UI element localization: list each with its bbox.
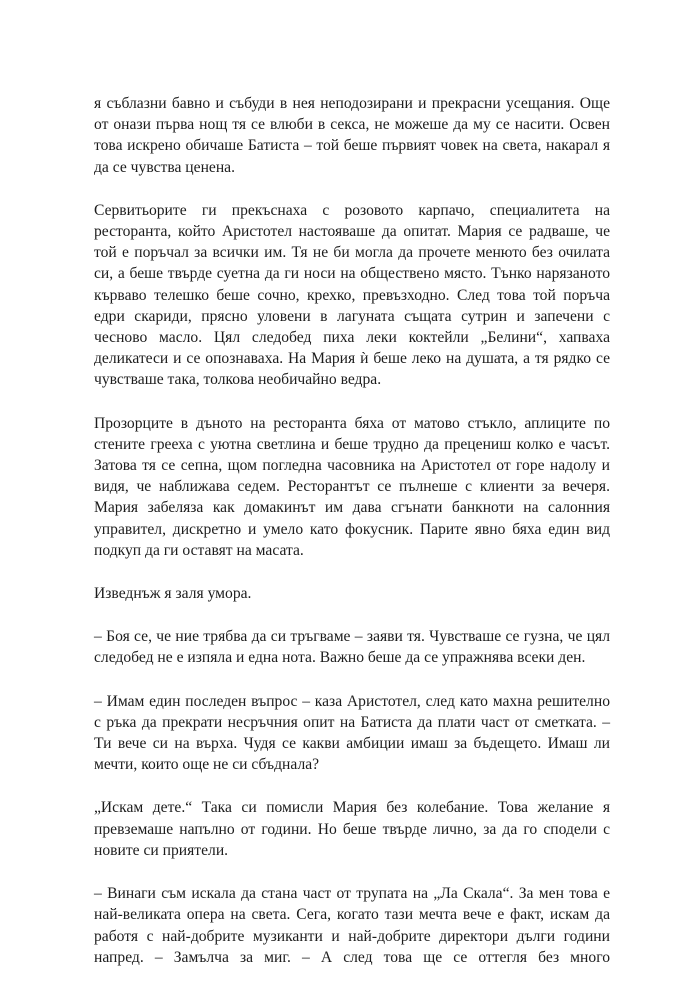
paragraph: – Боя се, че ние трябва да си тръгваме – заяви тя. Чувстваше се гузна, че цял следобед не е изпяла и една нота. Важно беше да се упражнява всеки ден. (94, 628, 610, 667)
paragraph: – Имам един последен въпрос – каза Аристотел, след като махна решително с ръка да прекрати несръчния опит на Батиста да плати част от сметката. – Ти вече си на върха. Чудя се какви амбиции имаш за бъдещето. Имаш ли мечти, които още не си сбъднала? (94, 692, 610, 774)
paragraph: Сервитьорите ги прекъснаха с розовото карпачо, специалитета на ресторанта, който Аристотел настояваше да опитат. Мария се радваше, че той е поръчал за всички им. Тя не би могла да прочете менюто без очилата си, а беше твърде суетна да ги носи на обществено място. Тънко нарязаното кърваво телешко беше сочно, крехко, превъзходно. След това той поръча едри скариди, прясно уловени в лагуната същата сутрин и запечени с чесново масло. Цял следобед пиха леки коктейли „Белини“, хапваха деликатеси и се опознаваха. На Мария ѝ беше леко на душата, а тя рядко се чувстваше така, толкова необичайно ведра. (94, 201, 610, 389)
paragraph: Изведнъж я заля умора. (94, 585, 252, 603)
paragraph: я съблазни бавно и събуди в нея неподозирани и прекрасни усещания. Още от онази първа нощ тя се влюби в секса, не можеше да му се насити. Освен това искрено обичаше Батиста – той беше първият човек на света, накарал я да се чувства ценена. (94, 95, 610, 176)
text-body (94, 93, 610, 968)
paragraph: Прозорците в дъното на ресторанта бяха от матово стъкло, аплиците по стените грееха с уютна светлина и беше трудно да прецениш колко е часът. Затова тя се сепна, щом погледна часовника на Аристотел от горе надолу и видя, че наближава седем. Ресторантът се пълнеше с клиенти за вечеря. Мария забеляза как домакинът им дава сгънати банкноти на салонния управител, дискретно и умело като фокусник. Парите явно бяха един вид подкуп да ги оставят на масата. (94, 414, 610, 559)
paragraph: – Винаги съм искала да стана част от трупата на „Ла Скала“. За мен това е най-великата опера на света. Сега, когато тази мечта вече е факт, искам да работя с най-добрите музиканти и най-добрите директори дълги години напред. – Замълча за миг. – А след това ще се оттегля без много (94, 885, 610, 966)
paragraph: „Искам дете.“ Така си помисли Мария без колебание. Това желание я превземаше напълно от години. Но беше твърде лично, за да го сподели с новите си приятели. (94, 799, 610, 859)
